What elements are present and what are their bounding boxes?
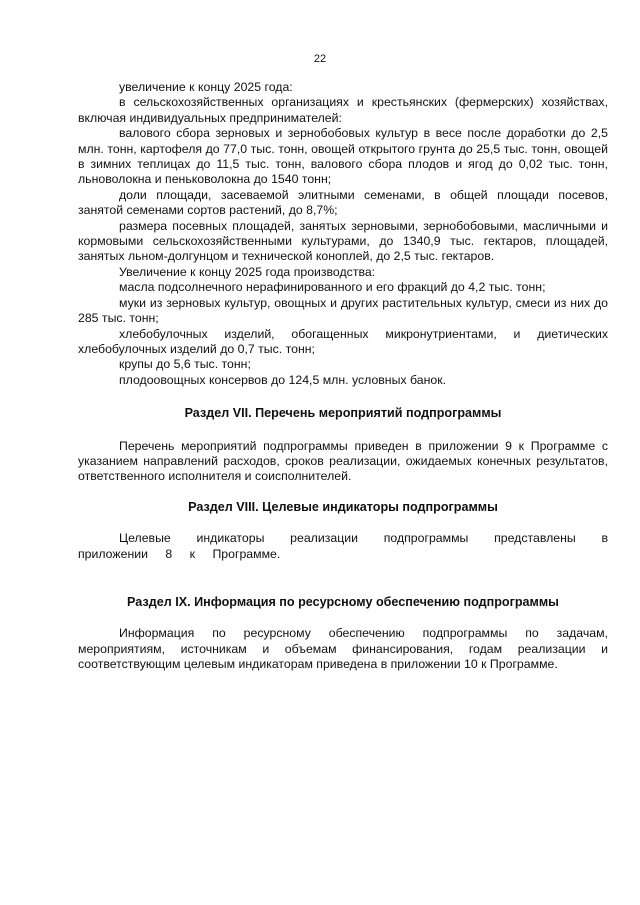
section-7-heading: Раздел VII. Перечень мероприятий подпрограммы bbox=[184, 406, 502, 421]
paragraph: плодоовощных консервов до 124,5 млн. условных банок. bbox=[119, 372, 447, 387]
paragraph: хлебобулочных изделий, обогащенных микронутриентами, и диетических хлебобулочных изделий до 0,7 тыс. тонн; bbox=[78, 326, 608, 356]
paragraph: крупы до 5,6 тыс. тонн; bbox=[119, 357, 251, 372]
paragraph: муки из зерновых культур, овощных и других растительных культур, смеси из них до 285 тыс. тонн; bbox=[78, 295, 608, 326]
paragraph: в сельскохозяйственных организациях и крестьянских (фермерских) хозяйствах, включая индивидуальных предпринимателей: bbox=[78, 95, 608, 125]
section-8-heading: Раздел VIII. Целевые индикаторы подпрограммы bbox=[188, 499, 498, 514]
paragraph: Увеличение к концу 2025 года производства: bbox=[119, 264, 376, 279]
section-9-text: Информация по ресурсному обеспечению подпрограммы по задачам, мероприятиям, источникам и объемам финансирования, годам реализации и соответствующим целевым индикаторам приведена в приложении 10 к Программе. bbox=[78, 626, 608, 672]
paragraph: масла подсолнечного нерафинированного и его фракций до 4,2 тыс. тонн; bbox=[119, 280, 546, 295]
document-body bbox=[78, 80, 608, 673]
paragraph: доли площади, засеваемой элитными семенами, в общей площади посевов, занятой семенами сортов растений, до 8,7%; bbox=[78, 187, 608, 218]
section-8-text: Целевые индикаторы реализации подпрограммы представлены в приложении 8 к Программе. bbox=[78, 531, 608, 561]
paragraph: валового сбора зерновых и зернобобовых культур в весе после доработки до 2,5 млн. тонн, картофеля до 77,0 тыс. тонн, овощей открытого грунта до 25,5 тыс. тонн, овощей в зимних теплицах до 11,5 тыс. тонн, валового сбора плодов и ягод до 0,02 тыс. тонн, льноволокна и пеньковолокна до 1540 тонн; bbox=[78, 126, 608, 187]
paragraph: размера посевных площадей, занятых зерновыми, зернобобовыми, масличными и кормовыми сельскохозяйственными культурами, до 1340,9 тыс. гектаров, площадей, занятых льном-долгунцом и технической коноплей, до 2,5 тыс. гектаров. bbox=[78, 218, 608, 264]
section-9-heading: Раздел IX. Информация по ресурсному обеспечению подпрограммы bbox=[127, 594, 559, 609]
section-7-text: Перечень мероприятий подпрограммы приведен в приложении 9 к Программе с указанием направлений расходов, сроков реализации, ожидаемых конечных результатов, ответственного исполнителя и соисполнителей. bbox=[78, 438, 608, 484]
page-number: 22 bbox=[313, 53, 327, 65]
paragraph: увеличение к концу 2025 года: bbox=[119, 80, 293, 94]
